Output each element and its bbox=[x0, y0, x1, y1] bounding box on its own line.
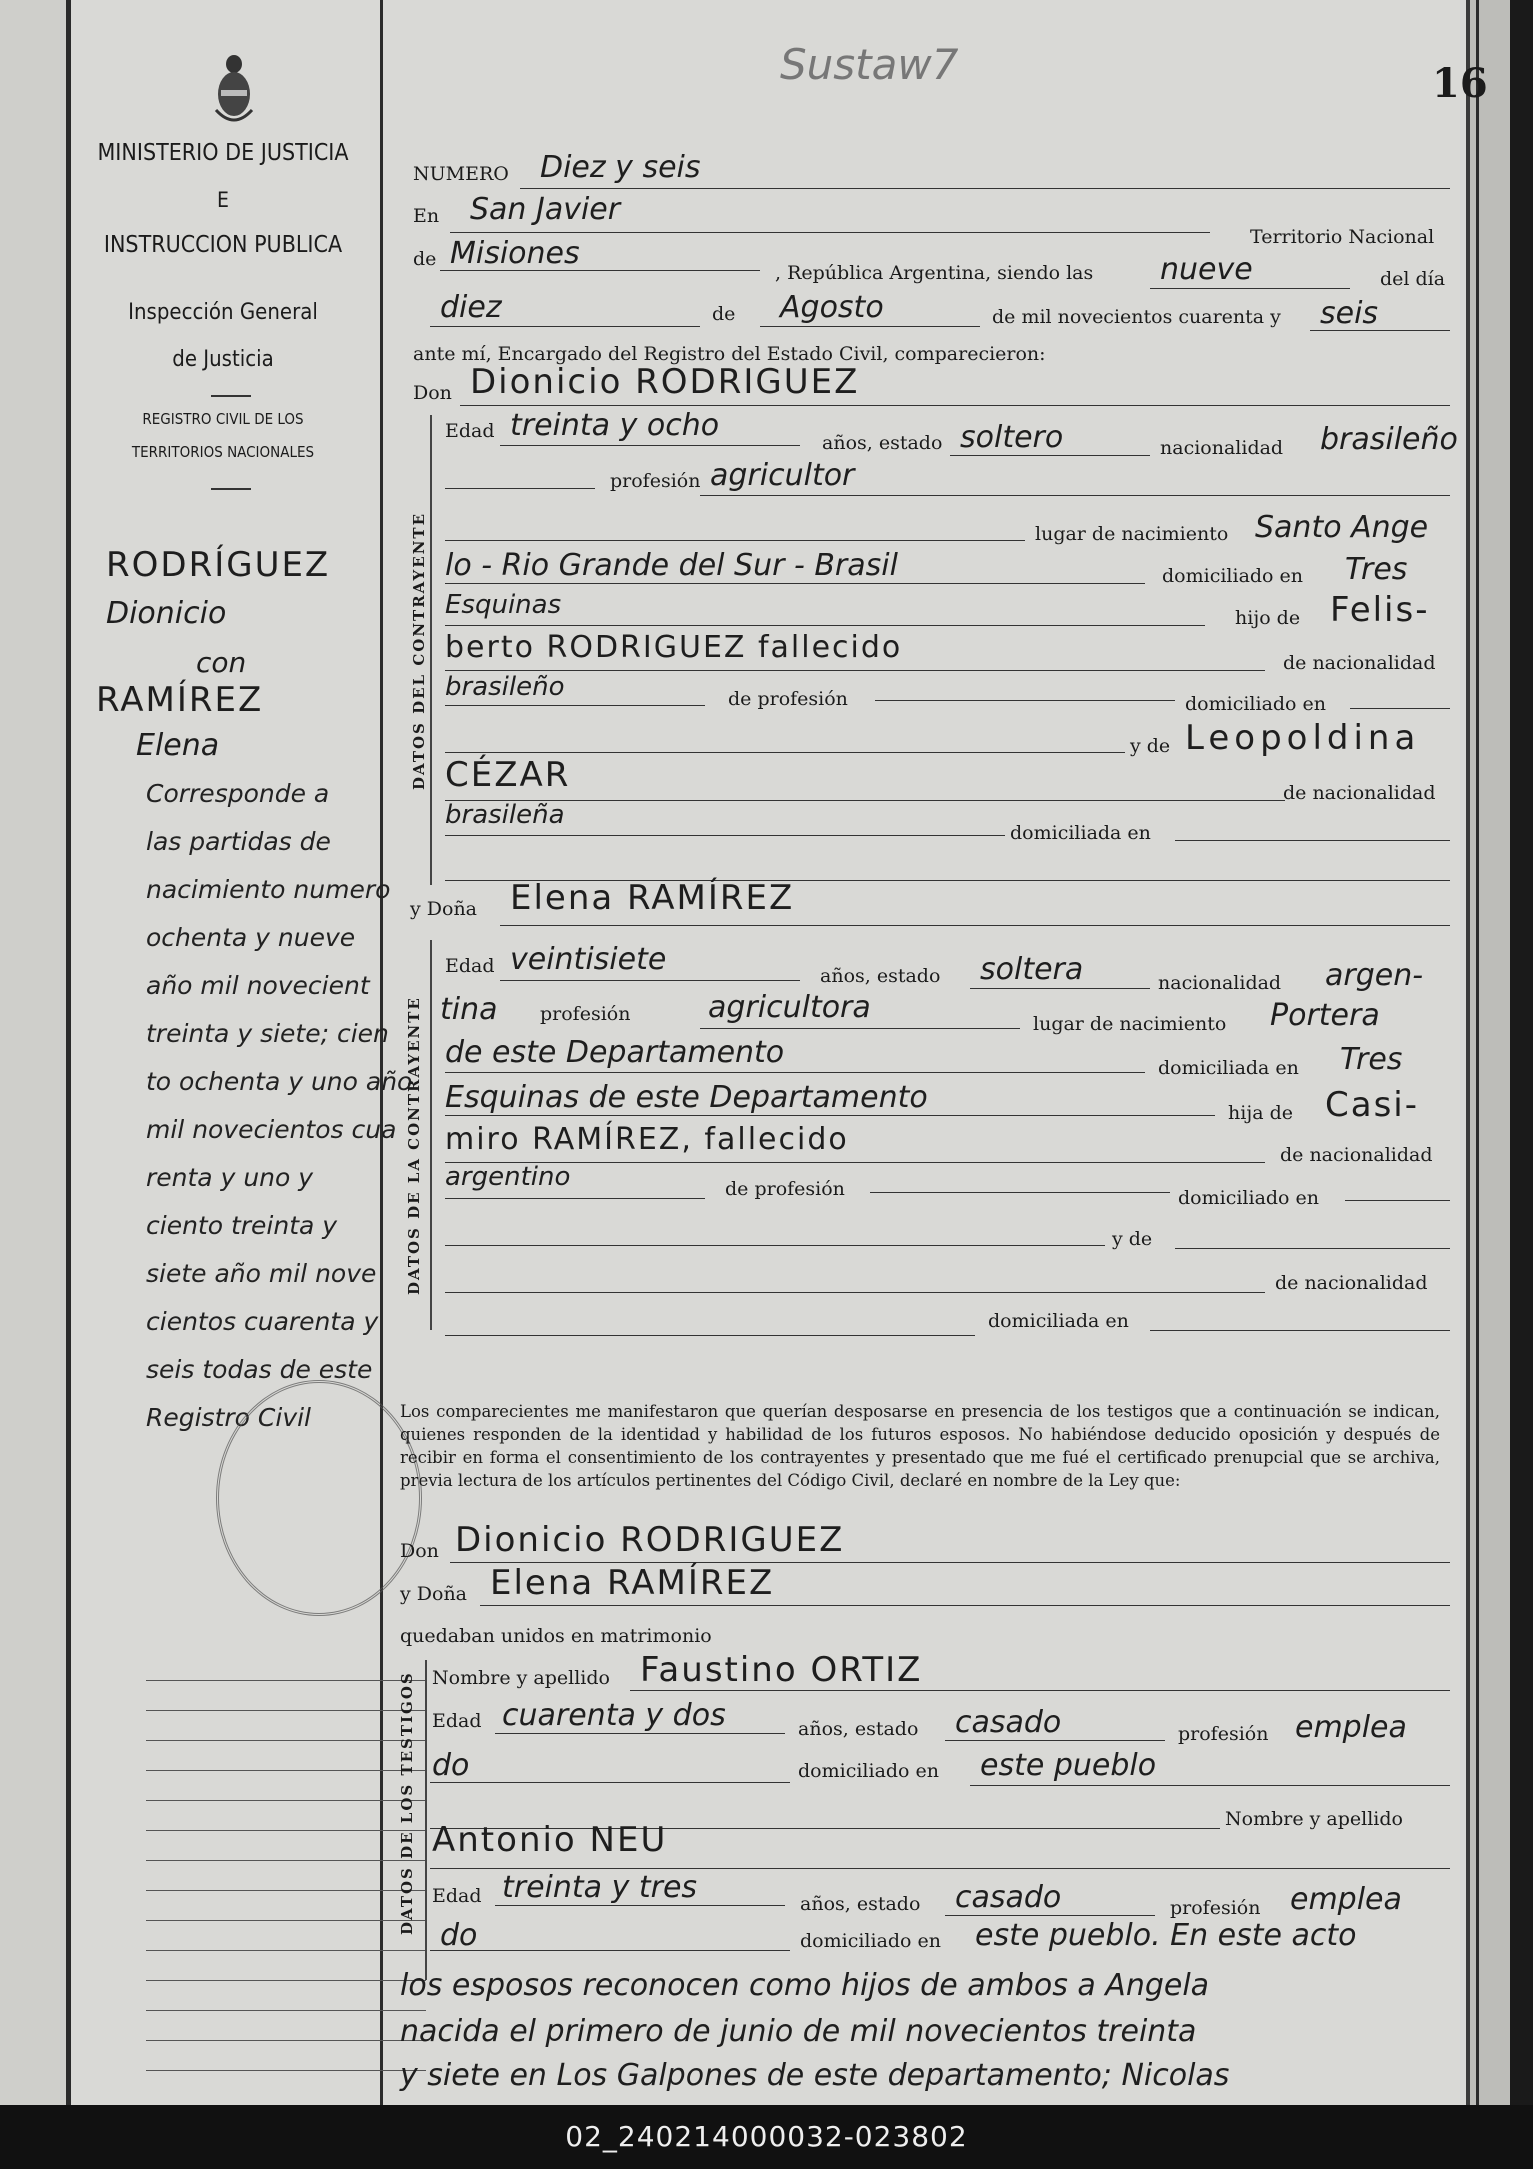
madre-value-2: CÉZAR bbox=[445, 755, 571, 795]
rule bbox=[480, 1605, 1450, 1606]
t1-profesion-value-2: do bbox=[432, 1748, 470, 1783]
t1-domiciliado-label: domiciliado en bbox=[798, 1760, 940, 1782]
margin-surname-2: RAMÍREZ bbox=[96, 680, 264, 720]
f-domiciliada2-label: domiciliada en bbox=[988, 1310, 1129, 1332]
margin-rule bbox=[146, 1980, 426, 1981]
rule bbox=[870, 1192, 1170, 1193]
closing-line-1: los esposos reconocen como hijos de ambos a Angela bbox=[400, 1968, 1210, 2003]
rule bbox=[445, 752, 1125, 753]
rule bbox=[450, 232, 1210, 233]
closing-line-3: y siete en Los Galpones de este departamento; Nicolas bbox=[400, 2058, 1230, 2093]
t2-edad-label: Edad bbox=[432, 1885, 482, 1907]
edad-value: treinta y ocho bbox=[510, 408, 720, 443]
dona-label: y Doña bbox=[410, 898, 478, 920]
t2-nombre-label: Nombre y apellido bbox=[1225, 1808, 1403, 1830]
rule bbox=[630, 1690, 1450, 1691]
margin-rule bbox=[146, 1800, 426, 1801]
anio-label: de mil novecientos cuarenta y bbox=[992, 306, 1281, 328]
rule bbox=[945, 1740, 1165, 1741]
rule bbox=[445, 1072, 1145, 1073]
margin-note-line: Corresponde a bbox=[146, 779, 330, 808]
rule bbox=[1150, 1330, 1450, 1331]
ministry-line-3: INSTRUCCION PUBLICA bbox=[103, 232, 343, 258]
rule bbox=[500, 445, 800, 446]
del-dia-label: del día bbox=[1380, 268, 1446, 290]
margin-note-line: nacimiento numero bbox=[146, 875, 391, 904]
t2-edad-value: treinta y tres bbox=[502, 1870, 698, 1905]
margin-rule bbox=[146, 2040, 426, 2041]
f-anios-estado-label: años, estado bbox=[820, 965, 941, 987]
f-estado-value: soltera bbox=[980, 952, 1084, 987]
rule bbox=[500, 980, 800, 981]
margin-note-line: Registro Civil bbox=[146, 1403, 312, 1432]
f-domiciliada-value-2: Esquinas de este Departamento bbox=[445, 1080, 928, 1115]
f-domiciliado-label: domiciliado en bbox=[1178, 1187, 1320, 1209]
dona-value: Elena RAMÍREZ bbox=[510, 878, 795, 918]
margin-note-line: las partidas de bbox=[146, 827, 331, 856]
rule bbox=[1310, 330, 1450, 331]
rule bbox=[1345, 1200, 1450, 1201]
de2-label: de bbox=[712, 303, 736, 325]
t2-domicilio-value: este pueblo. En este acto bbox=[975, 1918, 1357, 1953]
t2-estado-value: casado bbox=[955, 1880, 1062, 1915]
domiciliada-label: domiciliada en bbox=[1010, 822, 1151, 844]
contrayente-side-label: DATOS DEL CONTRAYENTE bbox=[410, 511, 428, 790]
rule bbox=[970, 1785, 1450, 1786]
rule bbox=[500, 925, 1450, 926]
nacionalidad-value: brasileño bbox=[1320, 422, 1458, 457]
f-profesion-value: agricultora bbox=[708, 990, 871, 1025]
ante-mi-text: ante mí, Encargado del Registro del Estado Civil, comparecieron: bbox=[413, 343, 1046, 365]
header-divider bbox=[211, 395, 251, 397]
hijo-value-1: Felis- bbox=[1330, 590, 1430, 630]
y-de-label: y de bbox=[1130, 735, 1171, 757]
margin-surname-1: RODRÍGUEZ bbox=[106, 545, 331, 585]
t1-nombre-label: Nombre y apellido bbox=[432, 1667, 610, 1689]
t1-estado-value: casado bbox=[955, 1705, 1062, 1740]
f-nacionalidad-label: nacionalidad bbox=[1158, 972, 1282, 994]
declaration-paragraph: Los comparecientes me manifestaron que querían desposarse en presencia de los testigos que a continuación se indican, quienes responden de la identidad y habilidad de los futuros esposos. No habiéndose deducido oposición y después de recibir en forma el consentimiento de los contrayentes y presentado que me fué el certificado prenupcial que se archiva, previa lectura de los artículos pertinentes del Código Civil, declaré en nombre de la Ley que: bbox=[400, 1402, 1440, 1490]
ministry-line-1: MINISTERIO DE JUSTICIA bbox=[97, 140, 349, 166]
domiciliado-value-1: Tres bbox=[1345, 552, 1408, 587]
estado-value: soltero bbox=[960, 420, 1064, 455]
rule bbox=[1150, 288, 1350, 289]
margin-rule bbox=[146, 1740, 426, 1741]
don-value: Dionicio RODRIGUEZ bbox=[470, 362, 860, 402]
margin-note-line: año mil novecient bbox=[146, 971, 370, 1000]
t1-nombre-value: Faustino ORTIZ bbox=[640, 1650, 923, 1690]
f-lugar-value-1: Portera bbox=[1270, 998, 1380, 1033]
rule bbox=[495, 1905, 785, 1906]
margin-conj: con bbox=[196, 646, 247, 679]
rule bbox=[430, 1868, 1450, 1869]
t1-profesion-label: profesión bbox=[1178, 1723, 1269, 1745]
page-number: 16 bbox=[1432, 60, 1488, 107]
rule bbox=[445, 705, 705, 706]
f-edad-label: Edad bbox=[445, 955, 495, 977]
f-de-profesion-label: de profesión bbox=[725, 1178, 845, 1200]
rule bbox=[445, 1198, 705, 1199]
rule bbox=[970, 988, 1150, 989]
bracket bbox=[430, 940, 432, 1330]
bracket bbox=[425, 1660, 427, 1980]
f-hija-value-1: Casi- bbox=[1325, 1085, 1420, 1125]
lugar-value-2: lo - Rio Grande del Sur - Brasil bbox=[445, 548, 898, 583]
t1-domicilio-value: este pueblo bbox=[980, 1748, 1157, 1783]
madre-nac-value: brasileña bbox=[445, 800, 565, 830]
rule bbox=[1175, 840, 1450, 841]
inspection-line-2: de Justicia bbox=[172, 347, 274, 372]
domiciliado-label: domiciliado en bbox=[1162, 565, 1304, 587]
unidos-text: quedaban unidos en matrimonio bbox=[400, 1625, 712, 1647]
rule bbox=[700, 495, 1450, 496]
rule bbox=[445, 1245, 1105, 1246]
ministry-line-2: E bbox=[217, 188, 229, 212]
decl-don-value: Dionicio RODRIGUEZ bbox=[455, 1520, 845, 1560]
t2-anios-estado-label: años, estado bbox=[800, 1893, 921, 1915]
dia-value: diez bbox=[440, 290, 502, 325]
rule bbox=[430, 1950, 790, 1951]
mes-value: Agosto bbox=[780, 290, 884, 325]
f-domiciliada-value-1: Tres bbox=[1340, 1042, 1403, 1077]
margin-note-line: to ochenta y uno año bbox=[146, 1067, 413, 1096]
rule bbox=[945, 1915, 1155, 1916]
t1-edad-label: Edad bbox=[432, 1710, 482, 1732]
margin-note-line: siete año mil nove bbox=[146, 1259, 377, 1288]
rule bbox=[495, 1733, 785, 1734]
rule bbox=[1350, 708, 1450, 709]
margin-note-line: renta y uno y bbox=[146, 1163, 314, 1192]
f-nacionalidad-value-2: tina bbox=[440, 992, 498, 1027]
margin-rule bbox=[146, 1860, 426, 1861]
domiciliado2-label: domiciliado en bbox=[1185, 693, 1327, 715]
margin-rule bbox=[146, 1680, 426, 1681]
t1-anios-estado-label: años, estado bbox=[798, 1718, 919, 1740]
inspection-line-1: Inspección General bbox=[128, 300, 318, 325]
de-nac-label: de nacionalidad bbox=[1283, 652, 1436, 674]
margin-note-line: treinta y siete; cien bbox=[146, 1019, 389, 1048]
rule bbox=[445, 800, 1285, 801]
f-de-nac-label: de nacionalidad bbox=[1280, 1144, 1433, 1166]
anio-value: seis bbox=[1320, 296, 1379, 331]
numero-label: NUMERO bbox=[413, 163, 509, 185]
header-divider-2 bbox=[211, 488, 251, 490]
t2-profesion-label: profesión bbox=[1170, 1897, 1261, 1919]
f-profesion-label: profesión bbox=[540, 1003, 631, 1025]
rule bbox=[440, 270, 760, 271]
rule bbox=[950, 455, 1150, 456]
testigos-side-label: DATOS DE LOS TESTIGOS bbox=[398, 1671, 416, 1935]
f-edad-value: veintisiete bbox=[510, 942, 667, 977]
f-nacionalidad-value-1: argen- bbox=[1325, 958, 1424, 993]
margin-rule bbox=[146, 1890, 426, 1891]
margin-rule bbox=[146, 1920, 426, 1921]
margin-note-line: mil novecientos cua bbox=[146, 1115, 397, 1144]
margin-note-line: ciento treinta y bbox=[146, 1211, 338, 1240]
rule bbox=[445, 625, 1205, 626]
margin-rule bbox=[146, 1710, 426, 1711]
hijo-label: hijo de bbox=[1235, 607, 1301, 629]
t2-nombre-value: Antonio NEU bbox=[432, 1820, 668, 1860]
f-domiciliada-label: domiciliada en bbox=[1158, 1057, 1299, 1079]
rule bbox=[445, 583, 1145, 584]
contrayente-f-side-label: DATOS DE LA CONTRAYENTE bbox=[405, 996, 423, 1295]
decl-dona-label: y Doña bbox=[400, 1583, 468, 1605]
nacionalidad-label: nacionalidad bbox=[1160, 437, 1284, 459]
rule bbox=[445, 1115, 1215, 1116]
decl-don-label: Don bbox=[400, 1540, 439, 1562]
rule bbox=[445, 488, 595, 489]
rule bbox=[520, 188, 1450, 189]
margin-rule bbox=[146, 1950, 426, 1951]
lugar-value-1: Santo Ange bbox=[1255, 510, 1429, 545]
republica-label: , República Argentina, siendo las bbox=[775, 262, 1094, 284]
closing-line-2: nacida el primero de junio de mil novecientos treinta bbox=[400, 2014, 1197, 2049]
rule bbox=[430, 326, 700, 327]
t1-edad-value: cuarenta y dos bbox=[502, 1698, 726, 1733]
registry-line-1: REGISTRO CIVIL DE LOS bbox=[142, 410, 304, 428]
book-spine bbox=[0, 0, 71, 2105]
madre-de-nac-label: de nacionalidad bbox=[1283, 782, 1436, 804]
image-id-caption: 02_240214000032-023802 bbox=[0, 2105, 1533, 2169]
de-label: de bbox=[413, 248, 437, 270]
f-lugar-label: lugar de nacimiento bbox=[1033, 1013, 1227, 1035]
decl-dona-value: Elena RAMÍREZ bbox=[490, 1563, 775, 1603]
margin-note-line: seis todas de este bbox=[146, 1355, 373, 1384]
don-label: Don bbox=[413, 382, 452, 404]
t2-profesion-value-1: emplea bbox=[1290, 1882, 1402, 1917]
rule bbox=[445, 835, 1005, 836]
margin-rule bbox=[146, 1770, 426, 1771]
margin-given-2: Elena bbox=[136, 728, 220, 763]
rule bbox=[700, 1028, 1020, 1029]
hijo-value-2: berto RODRIGUEZ fallecido bbox=[445, 630, 903, 665]
rule bbox=[445, 540, 1025, 541]
rule bbox=[760, 326, 980, 327]
rule bbox=[445, 670, 1265, 671]
de-value: Misiones bbox=[450, 236, 580, 271]
en-label: En bbox=[413, 205, 440, 227]
en-value: San Javier bbox=[470, 192, 621, 227]
hora-value: nueve bbox=[1160, 252, 1253, 287]
t2-profesion-value-2: do bbox=[440, 1918, 478, 1953]
rule bbox=[460, 405, 1450, 406]
margin-rule bbox=[146, 1830, 426, 1831]
territorio-label: Territorio Nacional bbox=[1250, 226, 1435, 248]
margin-rule bbox=[146, 2070, 426, 2071]
rule bbox=[445, 1335, 975, 1336]
margin-rule bbox=[146, 2010, 426, 2011]
rule bbox=[875, 700, 1175, 701]
padre-nac-value: brasileño bbox=[445, 672, 565, 702]
f-lugar-value-2: de este Departamento bbox=[445, 1035, 785, 1070]
numero-value: Diez y seis bbox=[540, 150, 701, 185]
f-y-de-label: y de bbox=[1112, 1228, 1153, 1250]
madre-value-1: Leopoldina bbox=[1185, 718, 1421, 758]
anios-estado-label: años, estado bbox=[822, 432, 943, 454]
lugar-label: lugar de nacimiento bbox=[1035, 523, 1229, 545]
profesion-label: profesión bbox=[610, 470, 701, 492]
rule bbox=[445, 1292, 1265, 1293]
top-scribble: Sustaw7 bbox=[780, 40, 959, 89]
de-profesion-label: de profesión bbox=[728, 688, 848, 710]
margin-given-1: Dionicio bbox=[106, 596, 227, 631]
f-hija-value-2: miro RAMÍREZ, fallecido bbox=[445, 1122, 849, 1157]
f-hija-label: hija de bbox=[1228, 1102, 1293, 1124]
bracket bbox=[430, 415, 432, 885]
profesion-value: agricultor bbox=[710, 458, 855, 493]
domiciliado-value-2: Esquinas bbox=[445, 590, 562, 620]
margin-note-line: cientos cuarenta y bbox=[146, 1307, 379, 1336]
t1-profesion-value-1: emplea bbox=[1295, 1710, 1407, 1745]
f-padre-nac-value: argentino bbox=[445, 1162, 571, 1192]
t2-domiciliado-label: domiciliado en bbox=[800, 1930, 942, 1952]
margin-note-line: ochenta y nueve bbox=[146, 923, 356, 952]
coat-of-arms-icon bbox=[211, 50, 257, 126]
f-de-nac2-label: de nacionalidad bbox=[1275, 1272, 1428, 1294]
rule bbox=[430, 1782, 790, 1783]
edad-label: Edad bbox=[445, 420, 495, 442]
registry-line-2: TERRITORIOS NACIONALES bbox=[131, 443, 315, 461]
rule bbox=[1175, 1248, 1450, 1249]
